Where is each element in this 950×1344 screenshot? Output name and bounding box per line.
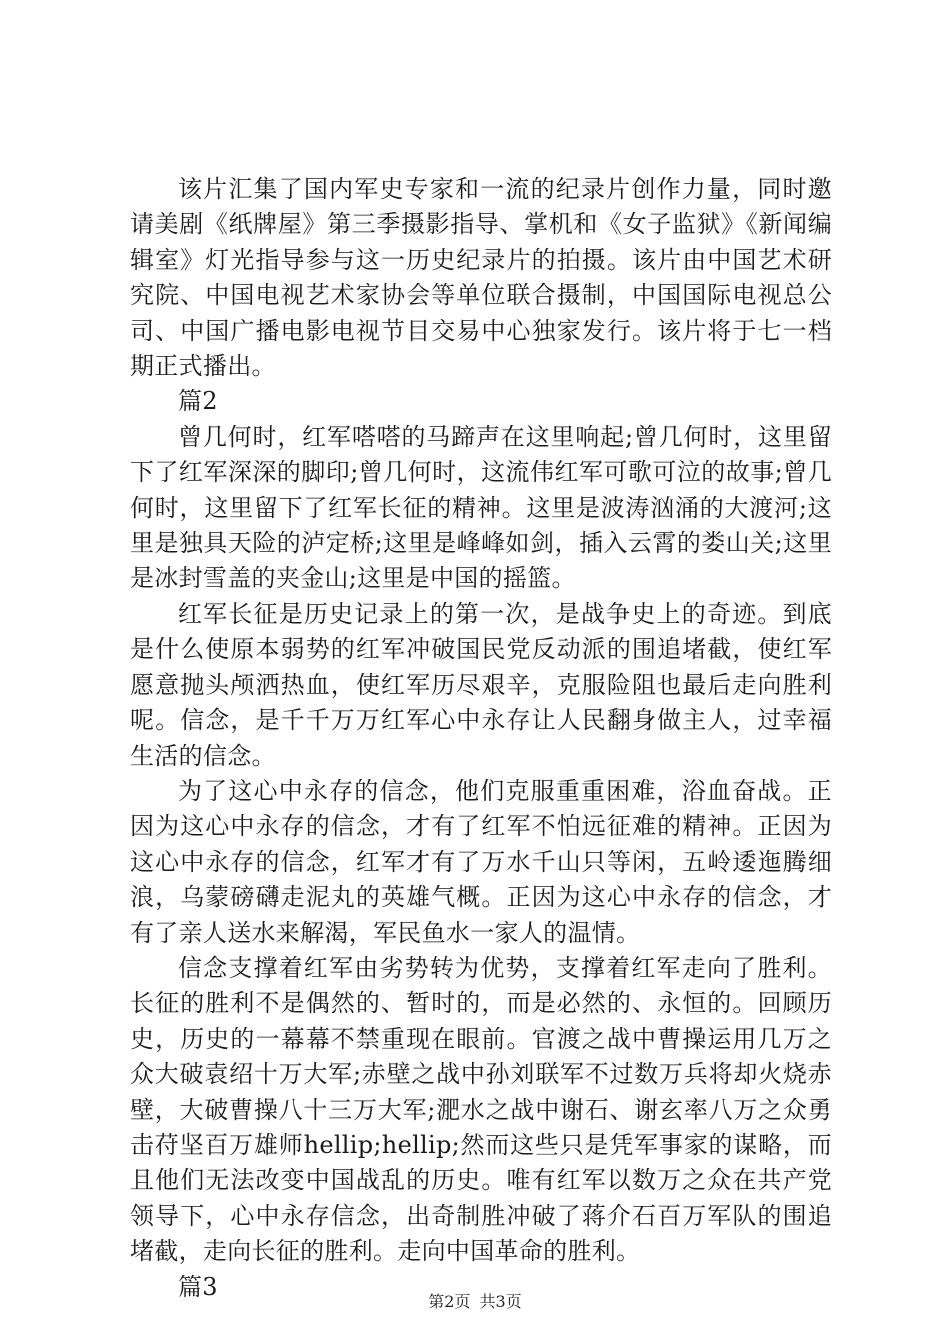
paragraph-long-march-miracle: 红军长征是历史记录上的第一次，是战争史上的奇迹。到底是什么使原本弱势的红军冲破国民党反动派的围追堵截，使红军愿意抛头颅洒热血，使红军历尽艰辛，克服险阻也最后走向胜利呢。信念，是千千万万红军心中永存让人民翻身做主人，过幸福生活的信念。 <box>130 599 832 770</box>
page-number: 第2页 <box>428 1292 471 1311</box>
paragraph-once-upon: 曾几何时，红军嗒嗒的马蹄声在这里响起;曾几何时，这里留下了红军深深的脚印;曾几何时，这流伟红军可歌可泣的故事;曾几何时，这里留下了红军长征的精神。这里是波涛汹涌的大渡河;这里是独具天险的泸定桥;这里是峰峰如剑，插入云霄的娄山关;这里是冰封雪盖的夹金山;这里是中国的摇篮。 <box>130 422 832 593</box>
page-total: 共3页 <box>479 1292 522 1311</box>
section-heading-2: 篇2 <box>178 387 218 416</box>
page-footer <box>0 1292 950 1312</box>
paragraph-eternal-belief: 为了这心中永存的信念，他们克服重重困难，浴血奋战。正因为这心中永存的信念，才有了红军不怕远征难的精神。正因为这心中永存的信念，红军才有了万水千山只等闲，五岭逶迤腾细浪，乌蒙磅礴走泥丸的英雄气概。正因为这心中永存的信念，才有了亲人送水来解渴，军民鱼水一家人的温情。 <box>130 776 832 947</box>
section-heading-3: 篇3 <box>178 1272 218 1301</box>
document-body <box>130 172 832 1305</box>
paragraph-film-intro: 该片汇集了国内军史专家和一流的纪录片创作力量，同时邀请美剧《纸牌屋》第三季摄影指导、掌机和《女子监狱》《新闻编辑室》灯光指导参与这一历史纪录片的拍摄。该片由中国艺术研究院、中国电视艺术家协会等单位联合摄制，中国国际电视总公司、中国广播电影电视节目交易中心独家发行。该片将于七一档期正式播出。 <box>130 175 832 381</box>
paragraph-belief-victory: 信念支撑着红军由劣势转为优势，支撑着红军走向了胜利。长征的胜利不是偶然的、暂时的，而是必然的、永恒的。回顾历史，历史的一幕幕不禁重现在眼前。官渡之战中曹操运用几万之众大破袁绍十万大军;赤壁之战中孙刘联军不过数万兵将却火烧赤壁，大破曹操八十三万大军;淝水之战中谢石、谢玄率八万之众勇击苻坚百万雄师hellip;hellip;然而这些只是凭军事家的谋略，而且他们无法改变中国战乱的历史。唯有红军以数万之众在共产党领导下，心中永存信念，出奇制胜冲破了蒋介石百万军队的围追堵截，走向长征的胜利。走向中国革命的胜利。 <box>130 953 832 1266</box>
